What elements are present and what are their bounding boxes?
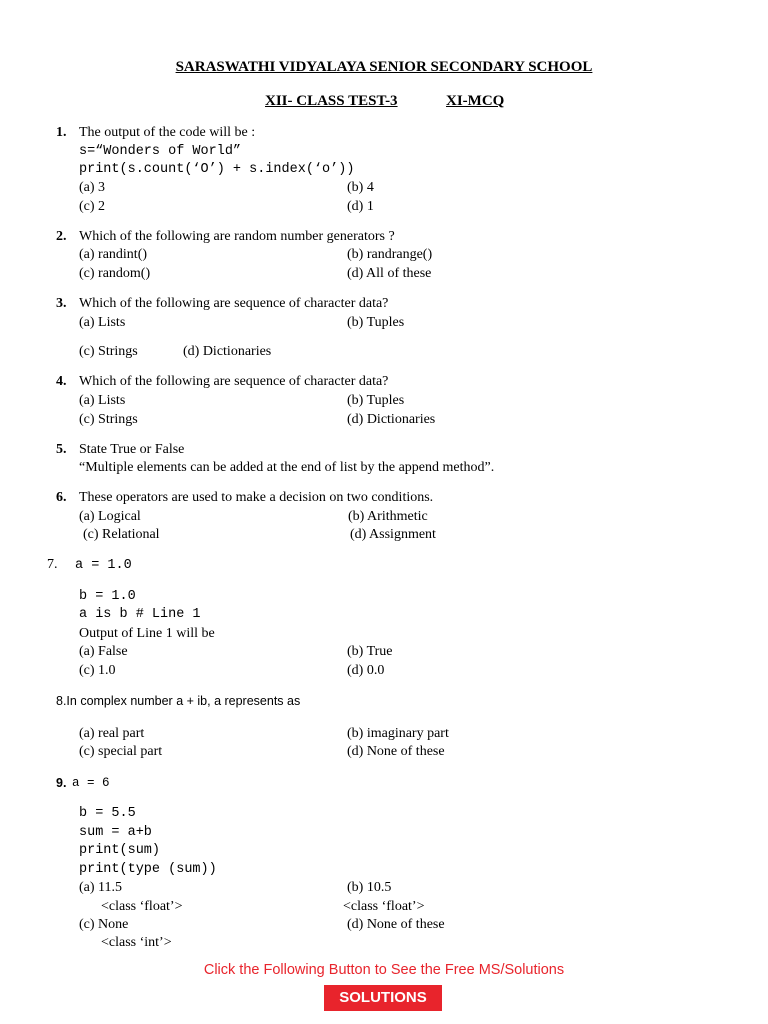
q7-option-d: (d) 0.0	[347, 663, 385, 678]
q9-number: 9.	[56, 776, 67, 790]
q2-option-d: (d) All of these	[347, 266, 432, 281]
q1-option-c: (c) 2	[79, 199, 106, 214]
q9-option-b: (b) 10.5	[347, 880, 392, 895]
q3-number: 3.	[56, 296, 67, 311]
q7-code-line-1: a = 1.0	[75, 558, 132, 573]
q6-option-c: (c) Relational	[83, 527, 160, 542]
q2-number: 2.	[56, 229, 67, 244]
q1-code-line-2: print(s.count(‘O’) + s.index(‘o’))	[79, 162, 355, 177]
q4-number: 4.	[56, 374, 67, 389]
solutions-button[interactable]: SOLUTIONS	[324, 985, 442, 1011]
q6-option-a: (a) Logical	[79, 509, 141, 524]
q5-text: State True or False	[79, 442, 185, 457]
q8-option-b: (b) imaginary part	[347, 726, 449, 741]
q9-code-line-3: sum = a+b	[79, 825, 152, 840]
test-title: XII- CLASS TEST-3	[265, 93, 398, 109]
q2-option-b: (b) randrange()	[347, 247, 433, 262]
q9-option-c-type: <class ‘int’>	[101, 935, 172, 950]
q2-option-a: (a) randint()	[79, 247, 148, 262]
q2-option-c: (c) random()	[79, 266, 151, 281]
q2-text: Which of the following are random number generators ?	[79, 229, 395, 244]
q9-option-d: (d) None of these	[347, 917, 445, 932]
q7-option-b: (b) True	[347, 644, 393, 659]
q8-option-c: (c) special part	[79, 744, 163, 759]
q6-option-d: (d) Assignment	[350, 527, 436, 542]
q7-code-line-3: a is b # Line 1	[79, 607, 201, 622]
q4-option-b: (b) Tuples	[347, 393, 405, 408]
q1-option-b: (b) 4	[347, 180, 374, 195]
q7-code-line-2: b = 1.0	[79, 589, 136, 604]
q1-option-a: (a) 3	[79, 180, 106, 195]
q1-text: The output of the code will be :	[79, 125, 256, 140]
q9-option-b-type: <class ‘float’>	[343, 899, 425, 914]
q3-option-d: (d) Dictionaries	[183, 344, 272, 359]
solutions-link-text[interactable]: Click the Following Button to See the Free MS/Solutions	[203, 962, 565, 978]
q9-option-a-type: <class ‘float’>	[101, 899, 183, 914]
q4-text: Which of the following are sequence of character data?	[79, 374, 389, 389]
q9-code-line-5: print(type (sum))	[79, 862, 217, 877]
q5-statement: “Multiple elements can be added at the end of list by the append method”.	[79, 460, 495, 475]
q4-option-c: (c) Strings	[79, 412, 138, 427]
q3-option-a: (a) Lists	[79, 315, 126, 330]
q3-option-c: (c) Strings	[79, 344, 138, 359]
q9-option-a: (a) 11.5	[79, 880, 123, 895]
q8-option-a: (a) real part	[79, 726, 145, 741]
q3-option-b: (b) Tuples	[347, 315, 405, 330]
q3-text: Which of the following are sequence of character data?	[79, 296, 389, 311]
q5-number: 5.	[56, 442, 67, 457]
q8-option-d: (d) None of these	[347, 744, 445, 759]
q4-option-a: (a) Lists	[79, 393, 126, 408]
q7-number: 7.	[47, 557, 58, 572]
q8-text: 8.In complex number a + ib, a represents as	[56, 694, 301, 708]
school-title: SARASWATHI VIDYALAYA SENIOR SECONDARY SCHOOL	[175, 59, 593, 75]
q1-number: 1.	[56, 125, 67, 140]
q6-text: These operators are used to make a decision on two conditions.	[79, 490, 434, 505]
mcq-title: XI-MCQ	[446, 93, 505, 109]
q7-option-a: (a) False	[79, 644, 128, 659]
q7-text: Output of Line 1 will be	[79, 626, 215, 641]
q1-code-line-1: s=“Wonders of World”	[79, 144, 242, 159]
q7-option-c: (c) 1.0	[79, 663, 116, 678]
q9-code-line-4: print(sum)	[79, 843, 161, 858]
q9-code-line-2: b = 5.5	[79, 806, 136, 821]
q6-number: 6.	[56, 490, 67, 505]
q4-option-d: (d) Dictionaries	[347, 412, 436, 427]
q9-code-line-1: a = 6	[72, 776, 110, 790]
q9-option-c: (c) None	[79, 917, 129, 932]
q6-option-b: (b) Arithmetic	[348, 509, 428, 524]
q1-option-d: (d) 1	[347, 199, 374, 214]
